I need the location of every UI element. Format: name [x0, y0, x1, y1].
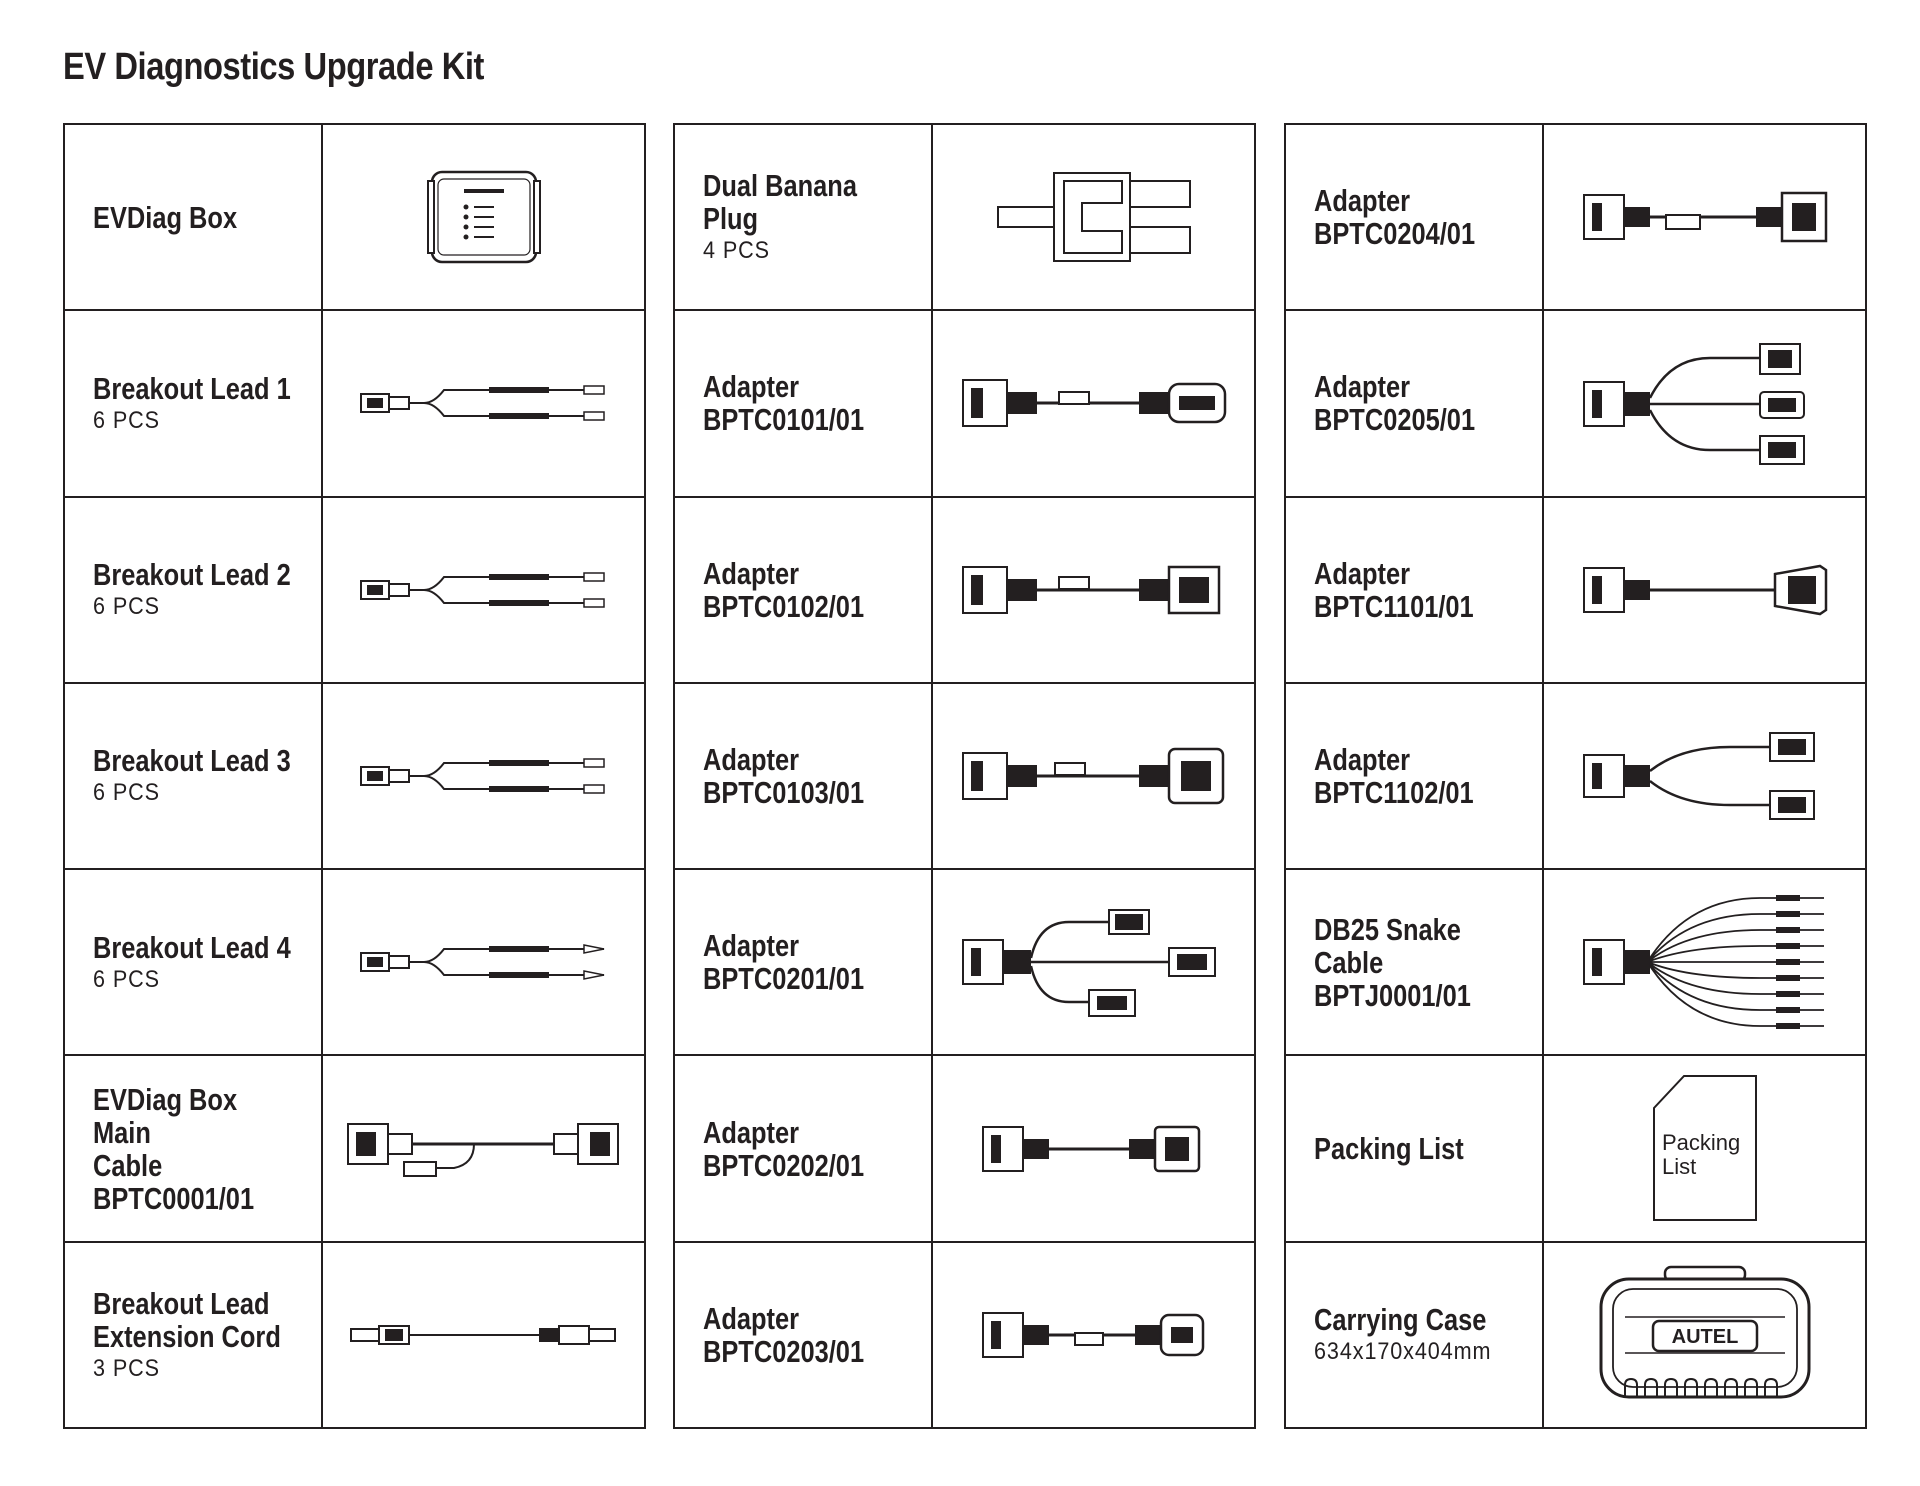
kit-item-row: [1286, 498, 1865, 684]
adapter-split-cable-icon: [933, 870, 1254, 1054]
item-label-cell: [675, 1243, 933, 1427]
item-name: Adapter BPTC0103/01: [703, 741, 865, 810]
item-label-cell: [1286, 498, 1544, 682]
adapter-cable-icon: [1544, 125, 1865, 309]
item-label-cell: [1286, 870, 1544, 1054]
item-quantity: 3 PCS: [93, 1354, 160, 1382]
item-label-cell: [65, 498, 323, 682]
item-name: Adapter BPTC0202/01: [703, 1114, 865, 1183]
item-label-cell: [65, 311, 323, 495]
kit-item-row: [675, 1243, 1254, 1427]
item-label-cell: [675, 311, 933, 495]
kit-table-column-1: [63, 123, 646, 1429]
kit-item-row: [675, 125, 1254, 311]
kit-item-row: [1286, 684, 1865, 870]
adapter-cable-icon: [933, 311, 1254, 495]
snake-cable-icon: [1544, 870, 1865, 1054]
adapter-split-cable-icon: [1544, 684, 1865, 868]
item-label-cell: [675, 498, 933, 682]
item-name: Adapter BPTC0101/01: [703, 369, 865, 438]
main-cable-icon: [323, 1056, 644, 1240]
item-name: Breakout Lead 2: [93, 557, 291, 593]
kit-item-row: [675, 498, 1254, 684]
kit-item-row: [65, 1243, 644, 1427]
item-quantity: 6 PCS: [93, 779, 160, 807]
item-name: DB25 Snake Cable BPTJ0001/01: [1314, 911, 1471, 1013]
item-label-cell: [1286, 1056, 1544, 1240]
kit-item-row: [1286, 1243, 1865, 1427]
item-name: Dual Banana Plug: [703, 168, 857, 237]
item-name: Adapter BPTC1102/01: [1314, 741, 1474, 810]
item-label-cell: [1286, 125, 1544, 309]
adapter-cable-icon: [933, 1056, 1254, 1240]
item-name: Adapter BPTC0203/01: [703, 1300, 865, 1369]
kit-item-row: [65, 125, 644, 311]
kit-item-row: [65, 311, 644, 497]
packing-list-icon: [1544, 1056, 1865, 1240]
kit-item-row: [65, 870, 644, 1056]
adapter-cable-icon: [933, 1243, 1254, 1427]
breakout-lead-icon: [323, 870, 644, 1054]
kit-item-row: [1286, 311, 1865, 497]
kit-item-row: [1286, 125, 1865, 311]
item-label-cell: [65, 684, 323, 868]
carrying-case-icon: [1544, 1243, 1865, 1427]
item-name: Adapter BPTC0205/01: [1314, 369, 1476, 438]
breakout-lead-icon: [323, 498, 644, 682]
item-name: Breakout Lead Extension Cord: [93, 1285, 281, 1354]
item-name: Carrying Case: [1314, 1302, 1487, 1338]
banana-plug-icon: [933, 125, 1254, 309]
item-quantity: 6 PCS: [93, 593, 160, 621]
item-name: Adapter BPTC0102/01: [703, 555, 865, 624]
item-name: Adapter BPTC0201/01: [703, 928, 865, 997]
item-quantity: 6 PCS: [93, 965, 160, 993]
item-name: Breakout Lead 4: [93, 929, 291, 965]
kit-item-row: [65, 498, 644, 684]
item-name: Breakout Lead 3: [93, 743, 291, 779]
item-label-cell: [675, 125, 933, 309]
kit-item-row: [675, 870, 1254, 1056]
item-quantity: 4 PCS: [703, 237, 770, 265]
item-label-cell: [1286, 1243, 1544, 1427]
item-label-cell: [675, 684, 933, 868]
item-name: Adapter BPTC1101/01: [1314, 555, 1474, 624]
extension-cord-icon: [323, 1243, 644, 1427]
item-label-cell: [675, 870, 933, 1054]
adapter-cable-icon: [933, 684, 1254, 868]
evdiag-box-icon: [323, 125, 644, 309]
case-brand-text: AUTEL: [1671, 1325, 1738, 1348]
adapter-cable-icon: [1544, 498, 1865, 682]
item-name: EVDiag Box Main Cable BPTC0001/01: [93, 1081, 255, 1216]
kit-item-row: [1286, 870, 1865, 1056]
kit-table-column-3: [1284, 123, 1867, 1429]
item-label-cell: [65, 1243, 323, 1427]
item-name: Packing List: [1314, 1131, 1464, 1167]
item-label-cell: [1286, 684, 1544, 868]
kit-item-row: [1286, 1056, 1865, 1242]
kit-item-row: [675, 684, 1254, 870]
item-name: Adapter BPTC0204/01: [1314, 183, 1476, 252]
packing-list-doc-text: Packing List: [1661, 1129, 1740, 1179]
breakout-lead-icon: [323, 311, 644, 495]
page-title: EV Diagnostics Upgrade Kit: [63, 46, 485, 88]
item-label-cell: [65, 870, 323, 1054]
kit-item-row: [65, 684, 644, 870]
kit-table-column-2: [673, 123, 1256, 1429]
item-quantity: 6 PCS: [93, 406, 160, 434]
kit-item-row: [65, 1056, 644, 1242]
item-label-cell: [65, 125, 323, 309]
item-label-cell: [65, 1056, 323, 1240]
kit-item-row: [675, 311, 1254, 497]
adapter-cable-icon: [933, 498, 1254, 682]
item-quantity: 634x170x404mm: [1314, 1338, 1492, 1366]
adapter-split-cable-icon: [1544, 311, 1865, 495]
item-name: Breakout Lead 1: [93, 370, 291, 406]
item-label-cell: [1286, 311, 1544, 495]
item-name: EVDiag Box: [93, 199, 238, 235]
kit-item-row: [675, 1056, 1254, 1242]
item-label-cell: [675, 1056, 933, 1240]
breakout-lead-icon: [323, 684, 644, 868]
